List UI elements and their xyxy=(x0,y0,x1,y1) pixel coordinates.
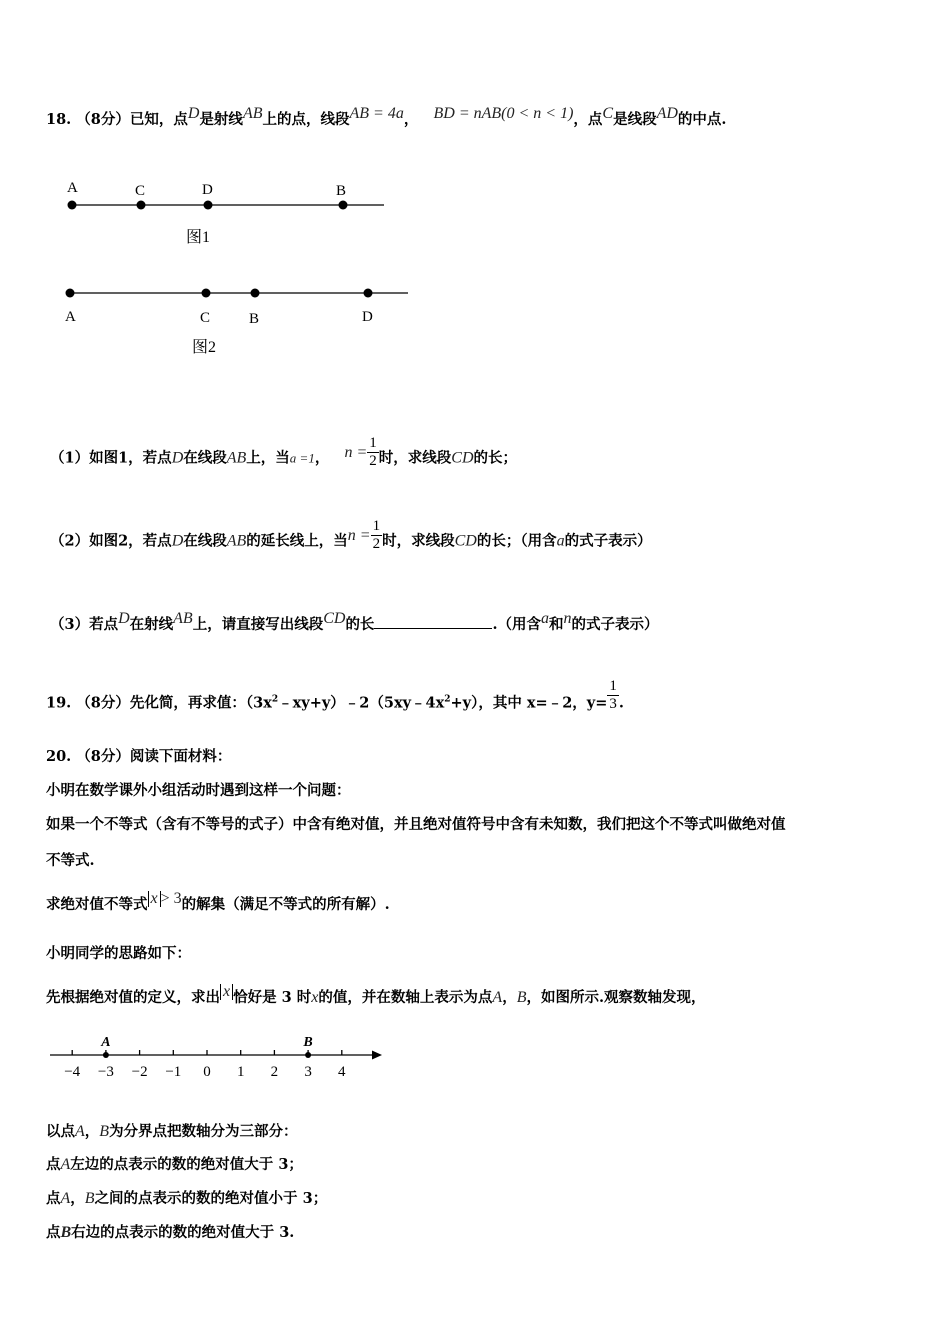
point-B xyxy=(305,1052,311,1058)
var-B: B xyxy=(60,1224,72,1241)
p2-var-D: D xyxy=(171,532,184,550)
p2-text: 的延长线上，当 xyxy=(246,532,348,550)
p1-var-CD: CD xyxy=(451,449,474,467)
p3-text: 的式子表示） xyxy=(571,616,659,633)
fig2-point-A xyxy=(66,289,75,298)
gt-3: > 3 xyxy=(160,890,182,907)
var-A: A xyxy=(60,1190,71,1207)
q18-var-AB: AB xyxy=(242,105,263,122)
tick-label: −1 xyxy=(165,1064,182,1080)
p1-n-lhs: n = xyxy=(344,443,368,461)
p2-var-AB: AB xyxy=(226,532,247,550)
q20-text: ， xyxy=(70,1190,85,1207)
q19-text: 19. （8分）先化简，再求值：（3x xyxy=(46,694,272,712)
abs-x: x xyxy=(148,891,161,907)
q20-text: 恰好是 3 时 xyxy=(233,989,312,1006)
p2-text: 时，求线段 xyxy=(382,532,455,550)
fig1-point-A xyxy=(68,201,77,210)
fig2-point-B xyxy=(251,289,260,298)
q19-sup: 2 xyxy=(271,694,279,705)
p2-frac-num: 1 xyxy=(372,518,381,534)
fig1-point-B xyxy=(339,201,348,210)
var-A: A xyxy=(75,1123,85,1140)
p3-var-AB: AB xyxy=(173,610,193,627)
fig1-label-A: A xyxy=(67,180,78,196)
q19-text: . xyxy=(618,694,624,712)
q20-text: ， xyxy=(502,989,517,1006)
tick-label: 4 xyxy=(338,1064,346,1080)
q18-text: 是射线 xyxy=(199,111,243,128)
p3-var-D: D xyxy=(118,610,130,627)
q18-text: ， xyxy=(403,111,419,128)
fig2-label-B: B xyxy=(249,311,260,327)
fig2-point-D xyxy=(364,289,373,298)
p1-text: 上，当 xyxy=(246,449,290,467)
p2-var-a: a xyxy=(556,532,565,550)
fig1-point-C xyxy=(137,201,146,210)
q18-var-C: C xyxy=(602,105,614,122)
p3-text: 上，请直接写出线段 xyxy=(192,616,324,633)
number-line xyxy=(45,1030,390,1082)
p1-eq-a: a =1 xyxy=(289,450,315,466)
q20-text: 点 xyxy=(46,1156,61,1173)
abs-x: x xyxy=(220,984,233,1000)
q20-line6 xyxy=(46,983,706,1007)
q20-line8 xyxy=(46,1153,303,1174)
p3-text: （3）若点 xyxy=(50,616,119,633)
fig2-label-D: D xyxy=(362,309,373,325)
q18-intro-text: 18. （8分）已知，点 xyxy=(46,111,188,128)
tick-label: 2 xyxy=(270,1064,279,1080)
tick-label: −4 xyxy=(64,1064,81,1080)
q20-text: 的解集（满足不等式的所有解）. xyxy=(181,896,390,913)
p1-text: 的长； xyxy=(473,449,518,467)
p1-text: ， xyxy=(314,449,330,467)
q20-text: 点 xyxy=(46,1190,61,1207)
abs-inequality xyxy=(148,890,182,908)
tick-label: −2 xyxy=(131,1064,148,1080)
q19-frac-den: 3 xyxy=(609,696,617,712)
p3-text: 和 xyxy=(549,616,564,633)
q19-sup: 2 xyxy=(444,694,451,705)
fig2-point-C xyxy=(202,289,211,298)
q19 xyxy=(46,678,624,721)
answer-blank[interactable] xyxy=(374,614,492,629)
p3-var-CD: CD xyxy=(323,610,346,627)
q20-text: 的值，并在数轴上表示为点 xyxy=(318,989,493,1006)
q20-text: 之间的点表示的数的绝对值小于 3； xyxy=(94,1190,328,1207)
q18-var-D: D xyxy=(187,105,200,122)
p1-var-D: D xyxy=(171,449,184,467)
p3-text: 的长 xyxy=(345,616,375,633)
q19-fraction xyxy=(607,678,619,713)
figure-1 xyxy=(55,175,395,255)
p2-frac-den: 2 xyxy=(372,536,381,552)
fig1-label-C: C xyxy=(135,183,146,199)
q18-text: 的中点. xyxy=(677,111,727,128)
q20-title: 20. （8分）阅读下面材料： xyxy=(46,748,232,765)
var-B: B xyxy=(99,1123,110,1140)
p1-text: 在线段 xyxy=(183,449,227,467)
q20-line9 xyxy=(46,1187,327,1208)
q18-text: ，点 xyxy=(573,111,603,128)
q20-line4 xyxy=(46,890,390,914)
fig2-label-A: A xyxy=(65,309,76,325)
q20-text: 点 xyxy=(46,1224,61,1241)
p2-text: 在线段 xyxy=(183,532,227,550)
q20-line3: 不等式. xyxy=(46,852,95,869)
tick-label: −3 xyxy=(97,1064,114,1080)
q20-text: 以点 xyxy=(46,1123,75,1140)
tick-label: 1 xyxy=(236,1064,245,1080)
p3-text: 在射线 xyxy=(129,616,174,633)
p2-var-CD: CD xyxy=(454,532,477,550)
var-B: B xyxy=(84,1190,95,1207)
q20-line2: 如果一个不等式（含有不等号的式子）中含有绝对值，并且绝对值符号中含有未知数，我们把这个不等式叫做绝对值 xyxy=(46,816,786,833)
q20-text: ，如图所示.观察数轴发现， xyxy=(526,989,706,1006)
q20-text: 右边的点表示的数的绝对值大于 3. xyxy=(71,1224,295,1241)
p1-frac-num: 1 xyxy=(369,435,377,451)
q20-text: ， xyxy=(84,1123,100,1140)
var-A: A xyxy=(60,1156,71,1173)
fig2-caption: 图2 xyxy=(192,339,217,356)
number-line-arrow xyxy=(372,1051,382,1060)
fig1-caption: 图1 xyxy=(186,229,211,246)
p1-frac-den: 2 xyxy=(369,453,377,469)
fig1-point-D xyxy=(204,201,213,210)
var-x: x xyxy=(311,989,319,1006)
fig1-label-D: D xyxy=(202,182,213,198)
var-A: A xyxy=(492,989,503,1006)
tick-label: 0 xyxy=(203,1064,211,1080)
q18-eq-BD: BD = nAB(0 < n < 1) xyxy=(433,105,574,122)
p2-fraction xyxy=(371,518,383,553)
p1-text: （1）如图1，若点 xyxy=(50,449,172,467)
q20-line7 xyxy=(46,1120,298,1141)
q18-part3 xyxy=(50,610,659,634)
p2-n-lhs: n = xyxy=(347,526,371,544)
var-B: B xyxy=(516,989,527,1006)
p2-text: （2）如图2，若点 xyxy=(50,532,172,550)
figure-2 xyxy=(55,278,415,363)
q18-eq-AB: AB = 4a xyxy=(349,105,404,122)
p3-var-n: n xyxy=(563,610,572,627)
q20-text: 左边的点表示的数的绝对值大于 3； xyxy=(70,1156,303,1173)
p2-text: 的长；（用含 xyxy=(476,532,557,550)
q20-line10 xyxy=(46,1221,294,1242)
q20-line1: 小明在数学课外小组活动时遇到这样一个问题： xyxy=(46,782,351,799)
point-A-label: A xyxy=(101,1035,111,1050)
p1-fraction xyxy=(367,435,379,470)
p2-text: 的式子表示） xyxy=(564,532,652,550)
q20-text: 为分界点把数轴分为三部分： xyxy=(109,1123,298,1140)
point-B-label: B xyxy=(303,1035,313,1050)
q18-part2 xyxy=(50,518,652,559)
q18-var-AD: AD xyxy=(656,105,678,122)
q20-text: 先根据绝对值的定义，求出 xyxy=(46,989,220,1006)
p3-var-a: a xyxy=(541,610,549,627)
q20-line5: 小明同学的思路如下： xyxy=(46,945,191,962)
p3-text: .（用含 xyxy=(492,616,541,633)
point-A xyxy=(103,1052,109,1058)
q19-text: +y），其中 x=﹣2，y= xyxy=(450,694,608,712)
fig1-label-B: B xyxy=(336,183,347,199)
q19-text: ﹣xy+y）﹣2（5xy﹣4x xyxy=(278,694,445,712)
q18-part1 xyxy=(50,435,518,476)
q18-intro xyxy=(46,105,727,129)
fig2-label-C: C xyxy=(200,310,211,326)
q20-text: 求绝对值不等式 xyxy=(46,896,148,913)
p1-var-AB: AB xyxy=(226,449,247,467)
q19-frac-num: 1 xyxy=(609,678,617,694)
q18-text: 是线段 xyxy=(613,111,657,128)
tick-label: 3 xyxy=(304,1064,312,1080)
p1-text: 时，求线段 xyxy=(378,449,452,467)
q18-text: 上的点，线段 xyxy=(262,111,350,128)
